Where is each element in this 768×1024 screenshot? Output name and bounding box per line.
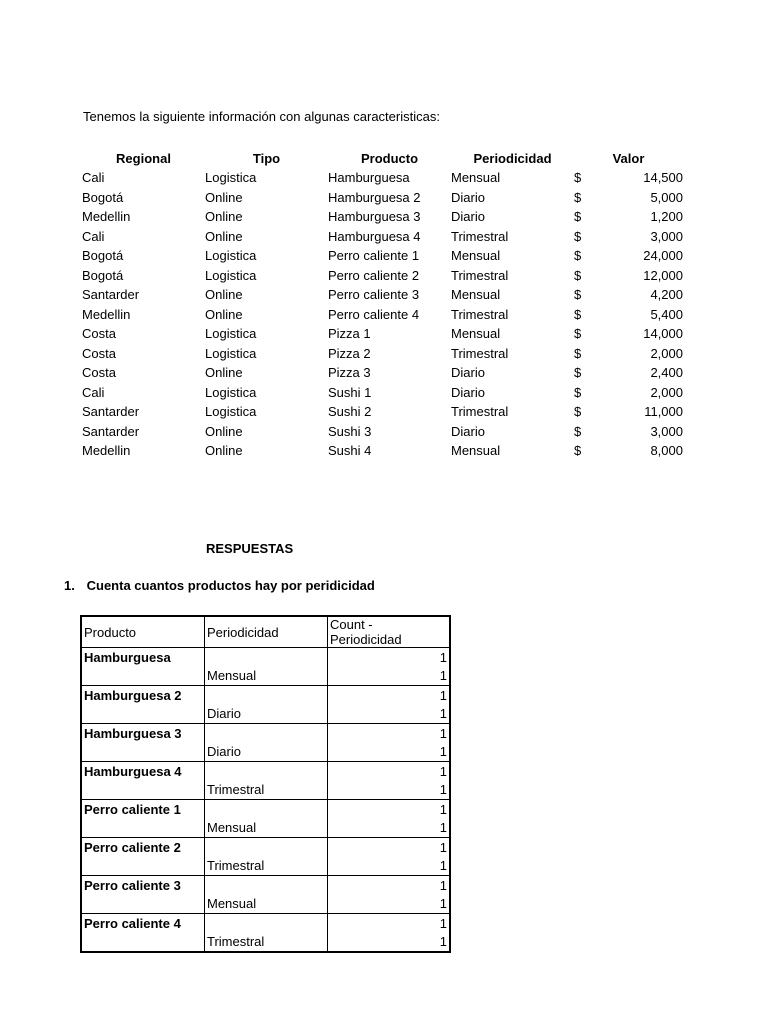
cell-producto: Hamburguesa 2 [328, 189, 421, 205]
cell-valor: 2,000 [650, 345, 683, 361]
pivot-detail-row [81, 819, 450, 838]
pivot-group-total: 1 [328, 914, 451, 933]
pivot-table [80, 615, 451, 953]
cell-currency: $ [574, 345, 582, 361]
cell-valor: 24,000 [643, 248, 683, 264]
question-1-number: 1. [64, 578, 75, 593]
pivot-group-row [81, 876, 450, 895]
pivot-empty-cell [205, 914, 328, 933]
cell-regional: Costa [82, 345, 116, 361]
respuestas-title: RESPUESTAS [206, 541, 294, 556]
pivot-periodicidad: Diario [205, 743, 328, 762]
data-table [82, 148, 683, 461]
pivot-empty-cell [205, 724, 328, 743]
table-row [82, 441, 683, 461]
cell-periodicidad: Trimestral [451, 345, 509, 361]
cell-currency: $ [574, 209, 582, 225]
cell-regional: Santarder [82, 287, 140, 303]
intro-text: Tenemos la siguiente información con algunas caracteristicas: [83, 109, 440, 124]
pivot-group-total: 1 [328, 762, 451, 781]
pivot-group-row [81, 914, 450, 933]
cell-tipo: Online [205, 287, 243, 303]
pivot-header-periodicidad: Periodicidad [205, 616, 328, 648]
pivot-body [81, 648, 450, 953]
cell-producto: Pizza 2 [328, 345, 371, 361]
pivot-count: 1 [328, 781, 451, 800]
pivot-producto: Hamburguesa [81, 648, 205, 667]
pivot-empty-cell [81, 857, 205, 876]
pivot-group-total: 1 [328, 648, 451, 667]
cell-periodicidad: Trimestral [451, 267, 509, 283]
cell-currency: $ [574, 443, 582, 459]
pivot-count: 1 [328, 705, 451, 724]
pivot-empty-cell [81, 705, 205, 724]
cell-tipo: Logistica [205, 404, 257, 420]
cell-valor: 5,400 [650, 306, 683, 322]
data-table-body [82, 168, 683, 461]
cell-periodicidad: Trimestral [451, 404, 509, 420]
pivot-header-count: Count - Periodicidad [328, 616, 451, 648]
pivot-producto: Hamburguesa 4 [81, 762, 205, 781]
cell-valor: 1,200 [650, 209, 683, 225]
cell-periodicidad: Trimestral [451, 228, 509, 244]
cell-producto: Sushi 1 [328, 384, 372, 400]
question-1 [64, 578, 375, 593]
table-row [82, 344, 683, 364]
cell-regional: Medellin [82, 306, 131, 322]
pivot-group-total: 1 [328, 876, 451, 895]
table-row [82, 168, 683, 188]
pivot-empty-cell [81, 743, 205, 762]
pivot-empty-cell [205, 686, 328, 705]
cell-tipo: Logistica [205, 170, 257, 186]
cell-valor: 3,000 [650, 228, 683, 244]
cell-currency: $ [574, 170, 582, 186]
pivot-group-row [81, 686, 450, 705]
pivot-count: 1 [328, 895, 451, 914]
table-row [82, 285, 683, 305]
pivot-periodicidad: Trimestral [205, 933, 328, 953]
cell-periodicidad: Diario [451, 189, 485, 205]
pivot-empty-cell [81, 933, 205, 953]
cell-periodicidad: Diario [451, 365, 485, 381]
cell-tipo: Online [205, 228, 243, 244]
header-valor: Valor [612, 150, 645, 166]
cell-tipo: Online [205, 209, 243, 225]
cell-tipo: Logistica [205, 248, 257, 264]
cell-valor: 2,400 [650, 365, 683, 381]
cell-regional: Santarder [82, 423, 140, 439]
cell-periodicidad: Mensual [451, 287, 501, 303]
header-producto: Producto [360, 150, 419, 166]
cell-periodicidad: Diario [451, 384, 485, 400]
pivot-group-total: 1 [328, 838, 451, 857]
pivot-group-row [81, 838, 450, 857]
cell-tipo: Logistica [205, 267, 257, 283]
pivot-empty-cell [81, 781, 205, 800]
pivot-empty-cell [205, 838, 328, 857]
pivot-group-row [81, 800, 450, 819]
table-row [82, 266, 683, 286]
cell-periodicidad: Diario [451, 209, 485, 225]
cell-valor: 3,000 [650, 423, 683, 439]
pivot-detail-row [81, 857, 450, 876]
cell-periodicidad: Mensual [451, 443, 501, 459]
cell-currency: $ [574, 365, 582, 381]
pivot-periodicidad: Trimestral [205, 781, 328, 800]
pivot-periodicidad: Diario [205, 705, 328, 724]
cell-tipo: Online [205, 189, 243, 205]
pivot-empty-cell [81, 895, 205, 914]
cell-currency: $ [574, 248, 582, 264]
cell-currency: $ [574, 189, 582, 205]
pivot-group-row [81, 648, 450, 667]
pivot-empty-cell [205, 648, 328, 667]
cell-periodicidad: Trimestral [451, 306, 509, 322]
cell-regional: Bogotá [82, 189, 124, 205]
cell-producto: Pizza 1 [328, 326, 371, 342]
cell-currency: $ [574, 384, 582, 400]
pivot-periodicidad: Trimestral [205, 857, 328, 876]
cell-regional: Cali [82, 170, 105, 186]
cell-currency: $ [574, 228, 582, 244]
header-tipo: Tipo [252, 150, 281, 166]
cell-valor: 5,000 [650, 189, 683, 205]
cell-periodicidad: Mensual [451, 170, 501, 186]
cell-regional: Medellin [82, 209, 131, 225]
cell-currency: $ [574, 326, 582, 342]
cell-producto: Sushi 3 [328, 423, 372, 439]
header-regional: Regional [116, 150, 171, 166]
table-row [82, 402, 683, 422]
cell-valor: 14,500 [643, 170, 683, 186]
pivot-empty-cell [205, 762, 328, 781]
cell-tipo: Online [205, 443, 243, 459]
cell-regional: Cali [82, 384, 105, 400]
pivot-group-total: 1 [328, 800, 451, 819]
table-row [82, 363, 683, 383]
cell-producto: Sushi 4 [328, 443, 372, 459]
cell-valor: 11,000 [644, 404, 683, 420]
cell-tipo: Online [205, 365, 243, 381]
pivot-count: 1 [328, 819, 451, 838]
cell-valor: 8,000 [650, 443, 683, 459]
pivot-detail-row [81, 743, 450, 762]
pivot-empty-cell [205, 800, 328, 819]
pivot-header-row [81, 616, 450, 648]
pivot-producto: Perro caliente 4 [81, 914, 205, 933]
cell-regional: Costa [82, 365, 116, 381]
cell-periodicidad: Mensual [451, 248, 501, 264]
pivot-producto: Perro caliente 2 [81, 838, 205, 857]
cell-valor: 12,000 [643, 267, 683, 283]
pivot-group-row [81, 724, 450, 743]
cell-producto: Hamburguesa 3 [328, 209, 421, 225]
cell-currency: $ [574, 423, 582, 439]
cell-currency: $ [574, 287, 582, 303]
cell-regional: Costa [82, 326, 116, 342]
cell-regional: Bogotá [82, 248, 124, 264]
cell-tipo: Online [205, 423, 243, 439]
pivot-count: 1 [328, 933, 451, 953]
table-row [82, 305, 683, 325]
cell-periodicidad: Mensual [451, 326, 501, 342]
question-1-text: Cuenta cuantos productos hay por peridicidad [86, 578, 375, 593]
cell-producto: Pizza 3 [328, 365, 371, 381]
table-row [82, 227, 683, 247]
cell-tipo: Online [205, 306, 243, 322]
pivot-group-row [81, 762, 450, 781]
cell-tipo: Logistica [205, 384, 257, 400]
cell-regional: Cali [82, 228, 105, 244]
cell-currency: $ [574, 267, 582, 283]
pivot-count: 1 [328, 857, 451, 876]
cell-producto: Perro caliente 1 [328, 248, 420, 264]
pivot-empty-cell [81, 667, 205, 686]
pivot-detail-row [81, 705, 450, 724]
cell-producto: Sushi 2 [328, 404, 372, 420]
cell-producto: Perro caliente 4 [328, 306, 420, 322]
pivot-group-total: 1 [328, 686, 451, 705]
cell-regional: Bogotá [82, 267, 124, 283]
pivot-producto: Perro caliente 1 [81, 800, 205, 819]
cell-producto: Hamburguesa 4 [328, 228, 421, 244]
table-row [82, 188, 683, 208]
pivot-detail-row [81, 895, 450, 914]
table-row [82, 422, 683, 442]
pivot-detail-row [81, 667, 450, 686]
cell-tipo: Logistica [205, 345, 257, 361]
cell-valor: 2,000 [650, 384, 683, 400]
pivot-group-total: 1 [328, 724, 451, 743]
cell-currency: $ [574, 404, 582, 420]
pivot-empty-cell [81, 819, 205, 838]
pivot-producto: Hamburguesa 2 [81, 686, 205, 705]
pivot-count: 1 [328, 667, 451, 686]
table-row [82, 383, 683, 403]
cell-producto: Hamburguesa [328, 170, 410, 186]
cell-producto: Perro caliente 2 [328, 267, 420, 283]
cell-regional: Medellin [82, 443, 131, 459]
pivot-empty-cell [205, 876, 328, 895]
cell-producto: Perro caliente 3 [328, 287, 420, 303]
pivot-periodicidad: Mensual [205, 819, 328, 838]
cell-currency: $ [574, 306, 582, 322]
cell-regional: Santarder [82, 404, 140, 420]
pivot-detail-row [81, 933, 450, 953]
pivot-header-producto: Producto [81, 616, 205, 648]
cell-valor: 4,200 [650, 287, 683, 303]
pivot-detail-row [81, 781, 450, 800]
pivot-producto: Perro caliente 3 [81, 876, 205, 895]
data-table-header-row [82, 148, 683, 168]
cell-periodicidad: Diario [451, 423, 485, 439]
pivot-producto: Hamburguesa 3 [81, 724, 205, 743]
header-periodicidad: Periodicidad [473, 150, 552, 166]
cell-tipo: Logistica [205, 326, 257, 342]
table-row [82, 324, 683, 344]
cell-valor: 14,000 [643, 326, 683, 342]
pivot-count: 1 [328, 743, 451, 762]
table-row [82, 207, 683, 227]
pivot-periodicidad: Mensual [205, 667, 328, 686]
table-row [82, 246, 683, 266]
pivot-periodicidad: Mensual [205, 895, 328, 914]
